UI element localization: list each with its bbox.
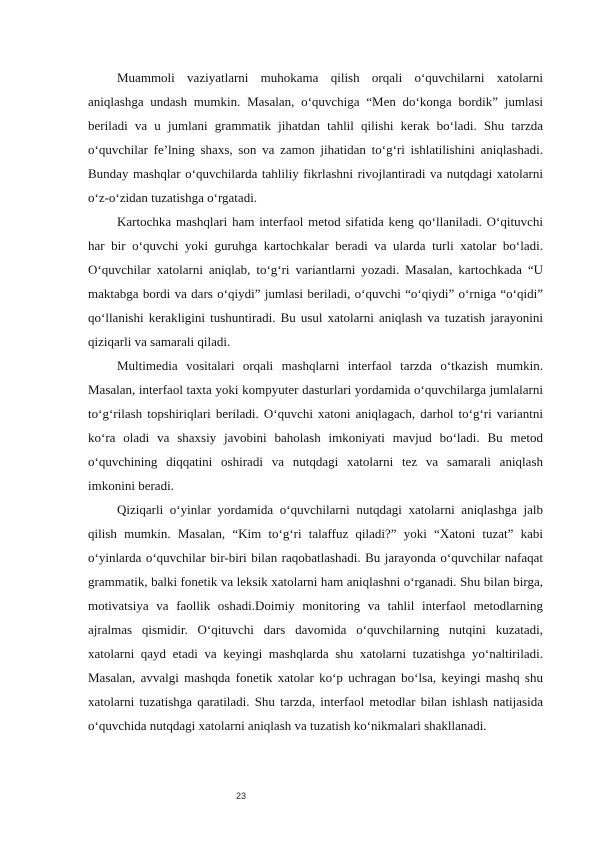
page-number: 23 — [235, 791, 246, 801]
paragraph-multimedia: Multimedia vositalari orqali mashqlarni interfaol tarzda o‘tkazish mumkin. Masalan, interfaol taxta yoki kompyuter dasturlari yordamida o‘quvchilarga jumlalarni to‘g‘rilash topshiriqlari beriladi. O‘quvchi xatoni aniqlagach, darhol to‘g‘ri variantni ko‘ra oladi va shaxsiy javobini baholash imkoniyati mavjud bo‘ladi. Bu metod o‘quvchining diqqatini oshiradi va nutqdagi xatolarni tez va samarali aniqlash imkonini beradi. — [88, 358, 543, 493]
paragraph-card-exercises: Kartochka mashqlari ham interfaol metod sifatida keng qo‘llaniladi. O‘qituvchi har bir o‘quvchi yoki guruhga kartochkalar beradi va ularda turli xatolar bo‘ladi. O‘quvchilar xatolarni aniqlab, to‘g‘ri variantlarni yozadi. Masalan, kartochkada “U maktabga bordi va dars o‘qiydi” jumlasi beriladi, o‘quvchi “o‘qiydi” o‘rniga “o‘qidi” qo‘llanishi kerakligini tushuntiradi. Bu usul xatolarni aniqlash va tuzatish jarayonini qiziqarli va samarali qiladi. — [88, 214, 543, 349]
paragraph-problem-situations: Muammoli vaziyatlarni muhokama qilish orqali o‘quvchilarni xatolarni aniqlashga undash mumkin. Masalan, o‘quvchiga “Men do‘konga bordik” jumlasi beriladi va u jumlani grammatik jihatdan tahlil qilishi kerak bo‘ladi. Shu tarzda o‘quvchilar fe’lning shaxs, son va zamon jihatidan to‘g‘ri ishlatilishini aniqlashadi. Bunday mashqlar o‘quvchilarda tahliliy fikrlashni rivojlantiradi va nutqdagi xatolarni o‘z-o‘zidan tuzatishga o‘rgatadi. — [88, 70, 543, 205]
document-body — [88, 66, 543, 738]
paragraph-games-monitoring: Qiziqarli o‘yinlar yordamida o‘quvchilarni nutqdagi xatolarni aniqlashga jalb qilish mumkin. Masalan, “Kim to‘g‘ri talaffuz qiladi?” yoki “Xatoni tuzat” kabi o‘yinlarda o‘quvchilar bir-biri bilan raqobatlashadi. Bu jarayonda o‘quvchilar nafaqat grammatik, balki fonetik va leksik xatolarni ham aniqlashni o‘rganadi. Shu bilan birga, motivatsiya va faollik oshadi.Doimiy monitoring va tahlil interfaol metodlarning ajralmas qismidir. O‘qituvchi dars davomida o‘quvchilarning nutqini kuzatadi, xatolarni qayd etadi va keyingi mashqlarda shu xatolarni tuzatishga yo‘naltiriladi. Masalan, avvalgi mashqda fonetik xatolar ko‘p uchragan bo‘lsa, keyingi mashq shu xatolarni tuzatishga qaratiladi. Shu tarzda, interfaol metodlar bilan ishlash natijasida o‘quvchida nutqdagi xatolarni aniqlash va tuzatish ko‘nikmalari shakllanadi. — [88, 502, 543, 733]
